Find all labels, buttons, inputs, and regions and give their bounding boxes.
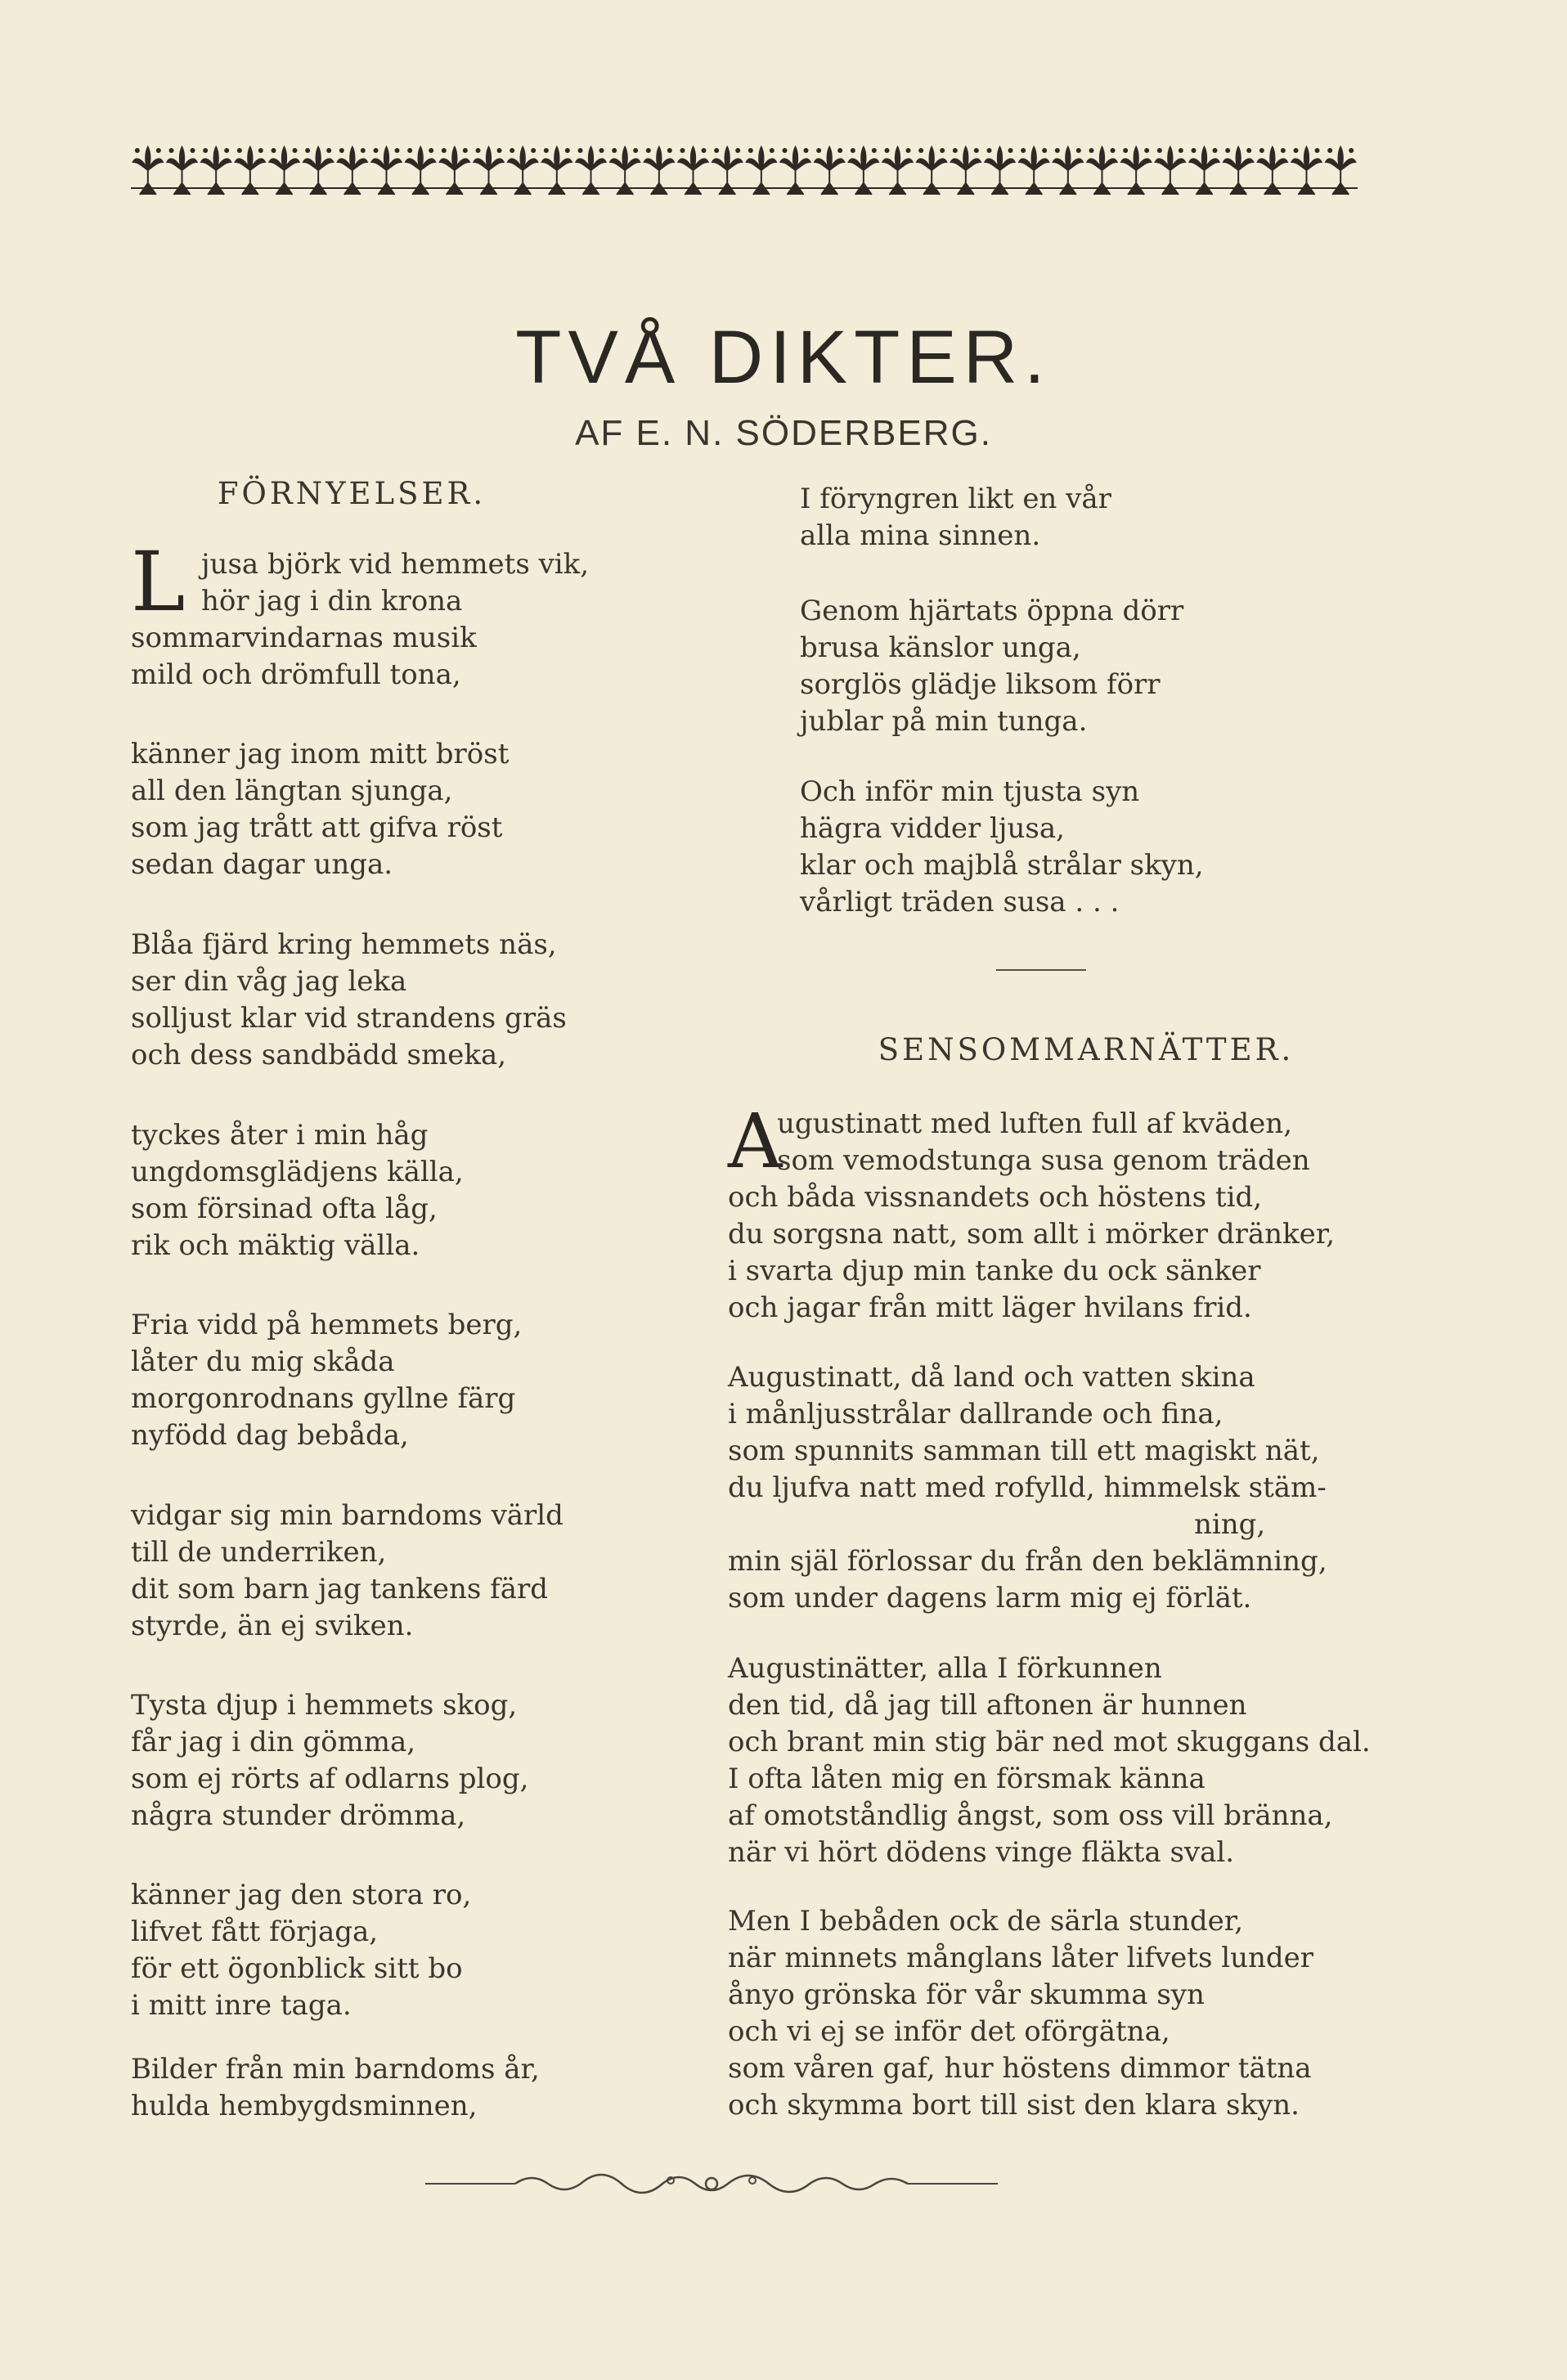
- poem1-stanza-4: [131, 1117, 464, 1264]
- poem2-line: Augustinatt, då land och vatten skina: [728, 1361, 1255, 1394]
- poem1-line: sedan dagar unga.: [131, 848, 393, 881]
- poem2-heading: SENSOMMARNÄTTER.: [878, 1032, 1295, 1067]
- poem1-line: som ej rörts af odlarns plog,: [131, 1763, 529, 1795]
- poem2-line: Men I bebåden ock de särla stunder,: [728, 1905, 1244, 1938]
- poem1-line: all den längtan sjunga,: [131, 775, 453, 807]
- poem1-line: i mitt inre taga.: [131, 1989, 352, 2022]
- poem1-dropcap: L: [131, 534, 186, 630]
- poem1-line: som försinad ofta låg,: [131, 1192, 438, 1225]
- poem2-line: som under dagens larm mig ej förlät.: [728, 1582, 1252, 1614]
- poem1-line: känner jag inom mitt bröst: [131, 738, 510, 770]
- poem1-line: några stunder drömma,: [131, 1799, 466, 1832]
- poem1-line: jusa björk vid hemmets vik,: [201, 548, 590, 581]
- poem2-line: af omotståndlig ångst, som oss vill bränna,: [728, 1799, 1333, 1832]
- poem1-line: sommarvindarnas musik: [131, 622, 477, 654]
- poem1-line: alla mina sinnen.: [800, 519, 1041, 552]
- poem2-line: den tid, då jag till aftonen är hunnen: [728, 1689, 1247, 1722]
- poem2-line: du ljufva natt med rofylld, himmelsk stäm-: [728, 1471, 1327, 1504]
- poem1-line: jublar på min tunga.: [800, 705, 1088, 738]
- poem1-line: ser din våg jag leka: [131, 965, 407, 998]
- poem2-line: ugustinatt med luften full af kväden,: [777, 1107, 1292, 1140]
- poem1-line: Och inför min tjusta syn: [800, 775, 1140, 808]
- poem2-line: och brant min stig bär ned mot skuggans dal.: [728, 1726, 1371, 1758]
- poem2-line: och båda vissnandets och höstens tid,: [728, 1181, 1263, 1214]
- poem1-stanza-8: [131, 1877, 471, 2024]
- poem1-stanza-7: [131, 1687, 528, 1834]
- poem1-line: Fria vidd på hemmets berg,: [131, 1309, 523, 1341]
- poem1-line: styrde, än ej sviken.: [131, 1610, 414, 1642]
- poem2-line: som vemodstunga susa genom träden: [777, 1144, 1310, 1177]
- poem1-heading: FÖRNYELSER.: [217, 476, 487, 511]
- poem2-line: ånyo grönska för vår skumma syn: [728, 1978, 1205, 2011]
- poem1-line: hägra vidder ljusa,: [800, 812, 1065, 845]
- poem1-continued-stanza-3: [800, 774, 1204, 921]
- poem1-line: och dess sandbädd smeka,: [131, 1039, 507, 1071]
- poem1-line: Genom hjärtats öppna dörr: [800, 595, 1184, 627]
- poem2-line: som våren gaf, hur höstens dimmor tätna: [728, 2052, 1312, 2085]
- poem1-line: hulda hembygdsminnen,: [131, 2090, 478, 2122]
- poem1-line: känner jag den stora ro,: [131, 1879, 472, 1911]
- poem1-stanza-3: [131, 927, 567, 1074]
- page-title: TVÅ DIKTER.: [515, 316, 1052, 399]
- poem1-line: lifvet fått förjaga,: [131, 1915, 379, 1948]
- poem2-line: i månljusstrålar dallrande och fina,: [728, 1398, 1224, 1430]
- poem1-line: Tysta djup i hemmets skog,: [131, 1689, 518, 1722]
- poem2-stanza-1: [728, 1098, 1336, 1327]
- poem1-stanza-5: [131, 1307, 522, 1454]
- poem1-line: rik och mäktig välla.: [131, 1229, 420, 1262]
- poem1-line: vårligt träden susa . . .: [800, 886, 1120, 918]
- poem1-line: I föryngren likt en vår: [800, 483, 1111, 515]
- poem1-line: Blåa fjärd kring hemmets näs,: [131, 928, 557, 961]
- poem2-line: i svarta djup min tanke du ock sänker: [728, 1255, 1261, 1287]
- poem2-line: och skymma bort till sist den klara skyn.: [728, 2089, 1300, 2122]
- poem1-line: hör jag i din krona: [201, 585, 463, 617]
- poem1-line: ungdomsglädjens källa,: [131, 1156, 464, 1188]
- poem1-stanza-6: [131, 1498, 563, 1645]
- poem2-line: Augustinätter, alla I förkunnen: [728, 1652, 1162, 1685]
- poem1-continued-stanza-1: [800, 481, 1111, 555]
- poem1-line: vidgar sig min barndoms värld: [131, 1499, 563, 1532]
- section-divider: [996, 969, 1086, 971]
- poem2-stanza-3: [728, 1650, 1371, 1871]
- poem2-line: och vi ej se inför det oförgätna,: [728, 2015, 1170, 2048]
- poem1-line: klar och majblå strålar skyn,: [800, 849, 1204, 882]
- poem1-line: mild och drömfull tona,: [131, 658, 461, 691]
- poem2-stanza-4: [728, 1903, 1313, 2124]
- poem1-line: som jag trått att gifva röst: [131, 811, 503, 844]
- poem2-line: när vi hört dödens vinge fläkta sval.: [728, 1836, 1235, 1869]
- poem2-line: när minnets månglans låter lifvets lunder: [728, 1942, 1314, 1974]
- poem2-line: ning,: [1194, 1508, 1266, 1541]
- poem1-line: nyfödd dag bebåda,: [131, 1419, 409, 1452]
- poem2-dropcap: A: [728, 1098, 783, 1185]
- closing-flourish: [425, 2159, 998, 2208]
- poem1-line: brusa känslor unga,: [800, 631, 1081, 664]
- poem1-stanza-2: [131, 736, 509, 883]
- poem2-line: och jagar från mitt läger hvilans frid.: [728, 1291, 1252, 1324]
- poem1-line: till de underriken,: [131, 1536, 387, 1569]
- poem1-line: tyckes åter i min håg: [131, 1119, 429, 1152]
- poem1-line: solljust klar vid strandens gräs: [131, 1002, 567, 1035]
- poem1-line: får jag i din gömma,: [131, 1726, 416, 1758]
- poem2-line: som spunnits samman till ett magiskt nät,: [728, 1435, 1320, 1467]
- poem1-stanza-1: [131, 546, 589, 694]
- poem1-stanza-9: [131, 2051, 540, 2125]
- poem1-line: Bilder från min barndoms år,: [131, 2053, 540, 2086]
- poem1-line: låter du mig skåda: [131, 1345, 395, 1378]
- poem2-line: du sorgsna natt, som allt i mörker dränker,: [728, 1218, 1336, 1251]
- byline: AF E. N. SÖDERBERG.: [575, 413, 992, 453]
- poem2-stanza-2: [728, 1359, 1327, 1617]
- poem1-line: morgonrodnans gyllne färg: [131, 1382, 516, 1415]
- poem1-line: dit som barn jag tankens färd: [131, 1573, 549, 1605]
- poem1-line: sorglös glädje liksom förr: [800, 668, 1161, 701]
- poem2-line: I ofta låten mig en försmak känna: [728, 1763, 1206, 1795]
- poem1-line: för ett ögonblick sitt bo: [131, 1952, 463, 1985]
- lily-ornament-band: [131, 137, 1358, 203]
- poem2-line: min själ förlossar du från den beklämning,: [728, 1545, 1327, 1578]
- poem1-continued-stanza-2: [800, 593, 1183, 740]
